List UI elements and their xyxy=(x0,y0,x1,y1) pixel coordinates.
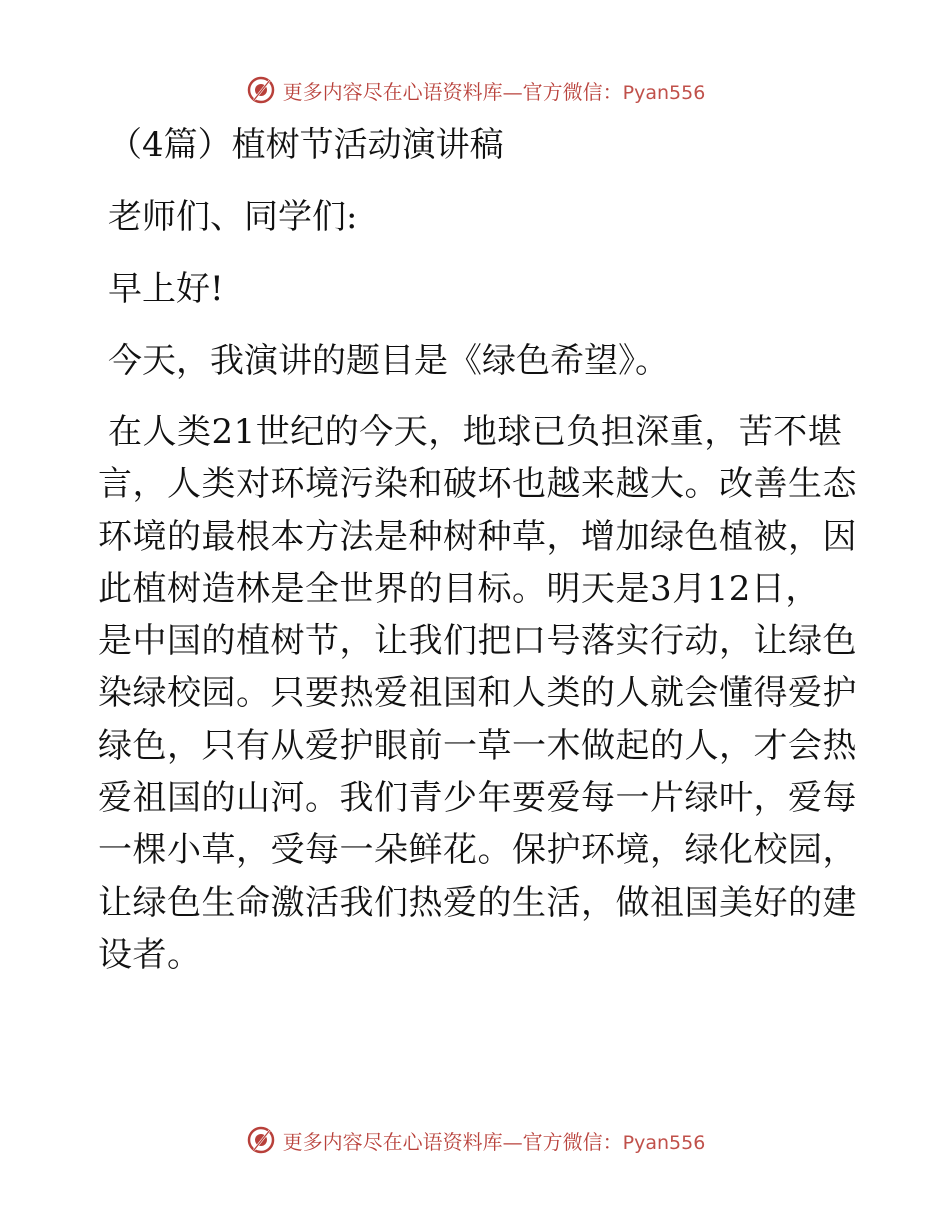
paragraph-line: 爱祖国的山河。我们青少年要爱每一片绿叶，爱每 xyxy=(98,778,857,819)
salutation: 老师们、同学们: xyxy=(108,197,358,237)
watermark-separator: — xyxy=(502,79,523,104)
quill-seal-icon xyxy=(245,74,277,106)
watermark-contact-label: 官方微信： xyxy=(522,1129,623,1154)
paragraph-line: 染绿校园。只要热爱祖国和人类的人就会懂得爱护 xyxy=(98,673,857,714)
watermark-handle: Pyan556 xyxy=(622,1131,706,1154)
footer-watermark xyxy=(0,1120,950,1160)
document-body xyxy=(98,118,858,981)
paragraph-line: 言，人类对环境污染和破坏也越来越大。改善生态 xyxy=(98,464,857,505)
paragraph-line: 一棵小草，受每一朵鲜花。保护环境，绿化校园， xyxy=(98,830,857,871)
paragraph-line: 此植树造林是全世界的目标。明天是3月12日， xyxy=(98,568,820,609)
watermark-separator: — xyxy=(502,1129,523,1154)
watermark-main-text: 更多内容尽在心语资料库 xyxy=(282,1129,503,1154)
document-title: （4篇）植树节活动演讲稿 xyxy=(108,125,504,165)
watermark-main-text: 更多内容尽在心语资料库 xyxy=(282,79,503,104)
paragraph-line: 让绿色生命激活我们热爱的生活，做祖国美好的建 xyxy=(98,882,857,923)
paragraph-line: 环境的最根本方法是种树种草，增加绿色植被，因 xyxy=(98,516,857,557)
watermark-handle: Pyan556 xyxy=(622,81,706,104)
paragraph-line: 绿色，只有从爱护眼前一草一木做起的人，才会热 xyxy=(98,725,857,766)
main-paragraph xyxy=(98,406,858,981)
watermark-contact-label: 官方微信： xyxy=(522,79,623,104)
header-watermark xyxy=(0,70,950,110)
greeting: 早上好! xyxy=(108,269,224,309)
intro-paragraph: 今天，我演讲的题目是《绿色希望》。 xyxy=(108,341,669,381)
quill-seal-icon xyxy=(245,1124,277,1156)
paragraph-line: 是中国的植树节，让我们把口号落实行动，让绿色 xyxy=(98,621,857,662)
paragraph-line: 在人类21世纪的今天，地球已负担深重，苦不堪 xyxy=(108,412,843,452)
paragraph-line: 设者。 xyxy=(98,934,202,975)
